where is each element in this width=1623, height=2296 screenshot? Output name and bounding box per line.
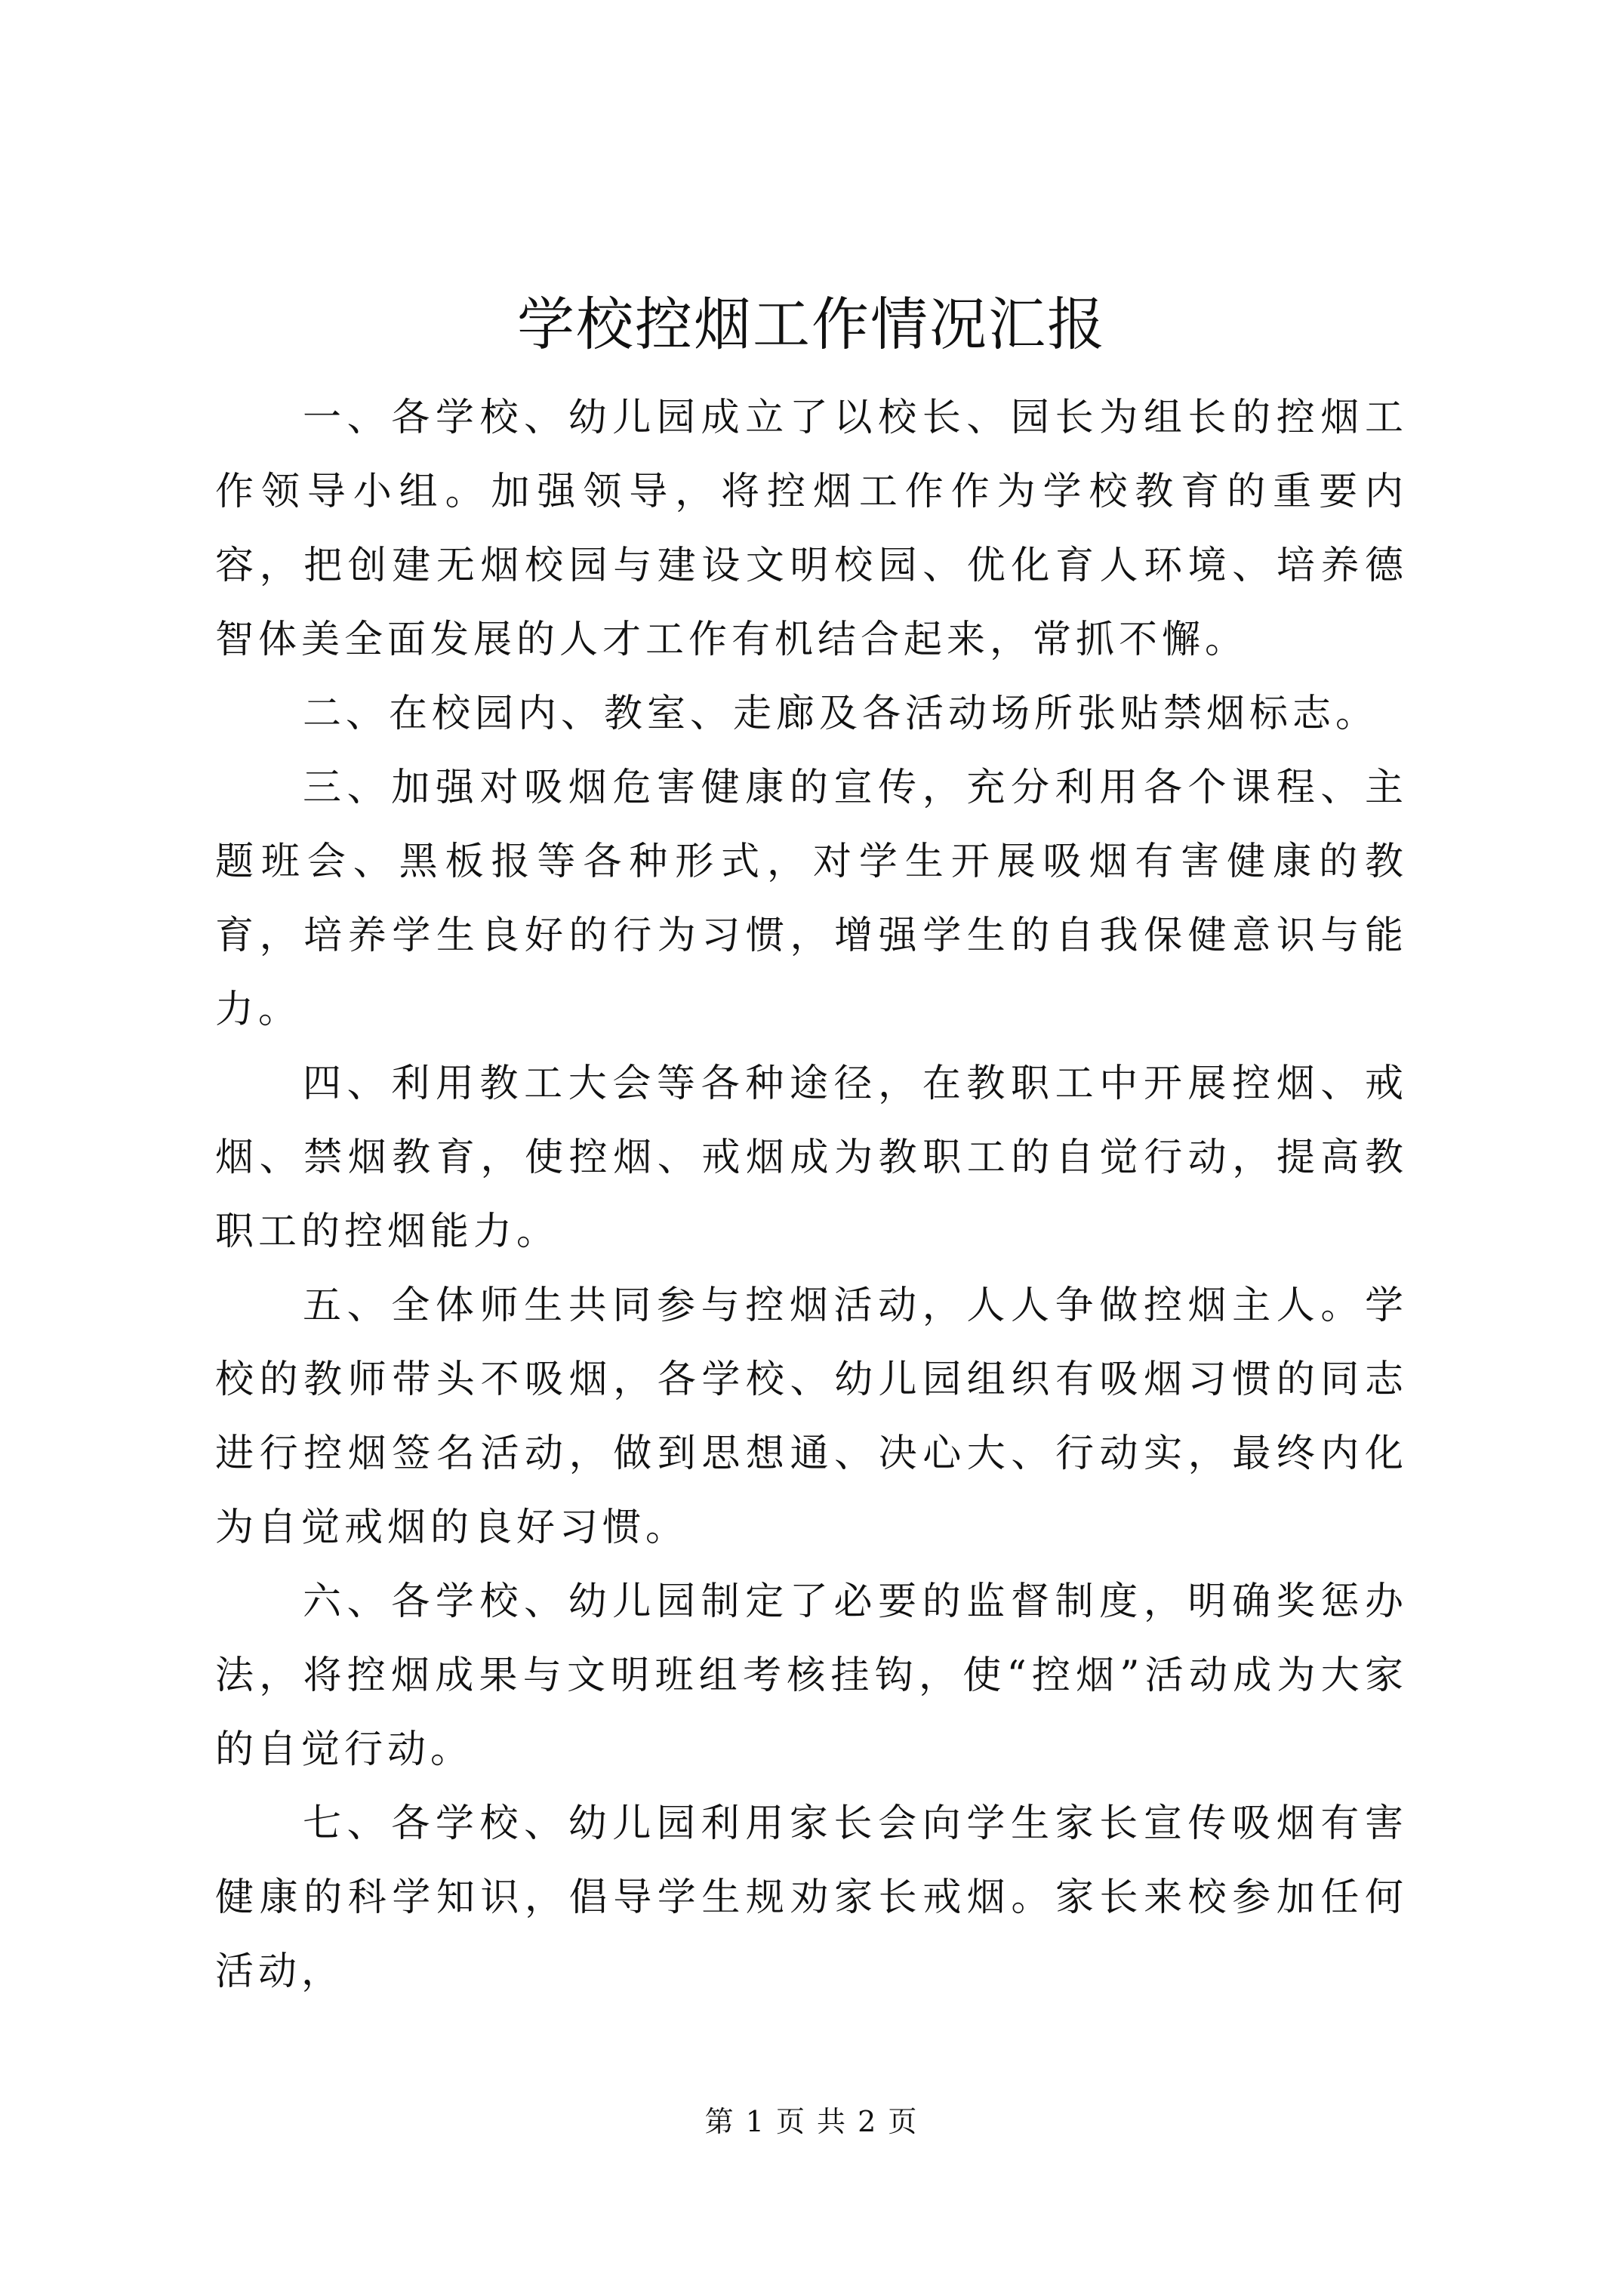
paragraph-7: 七、各学校、幼儿园利用家长会向学生家长宣传吸烟有害健康的科学知识，倡导学生规劝家长戒烟。家长来校参加任何活动， — [215, 1801, 1408, 1994]
paragraph-2: 二、在校园内、教室、走廊及各活动场所张贴禁烟标志。 — [303, 692, 1379, 736]
paragraph-6: 六、各学校、幼儿园制定了必要的监督制度，明确奖惩办法，将控烟成果与文明班组考核挂钩，使“控烟”活动成为大家的自觉行动。 — [215, 1579, 1408, 1772]
page-title: 学校控烟工作情况汇报 — [517, 291, 1106, 358]
paragraph-4: 四、利用教工大会等各种途径，在教职工中开展控烟、戒烟、禁烟教育，使控烟、戒烟成为教职工的自觉行动，提高教职工的控烟能力。 — [215, 1062, 1408, 1254]
paragraph-1: 一、各学校、幼儿园成立了以校长、园长为组长的控烟工作领导小组。加强领导，将控烟工作作为学校教育的重要内容，把创建无烟校园与建设文明校园、优化育人环境、培养德智体美全面发展的人才工作有机结合起来，常抓不懈。 — [215, 396, 1408, 662]
page-number-footer: 第 1 页 共 2 页 — [704, 2105, 919, 2138]
paragraph-5: 五、全体师生共同参与控烟活动，人人争做控烟主人。学校的教师带头不吸烟，各学校、幼儿园组织有吸烟习惯的同志进行控烟签名活动，做到思想通、决心大、行动实，最终内化为自觉戒烟的良好习惯。 — [215, 1284, 1408, 1550]
document-body — [215, 381, 1408, 2009]
paragraph-3: 三、加强对吸烟危害健康的宣传，充分利用各个课程、主题班会、黑板报等各种形式，对学生开展吸烟有害健康的教育，培养学生良好的行为习惯，增强学生的自我保健意识与能力。 — [215, 766, 1408, 1032]
